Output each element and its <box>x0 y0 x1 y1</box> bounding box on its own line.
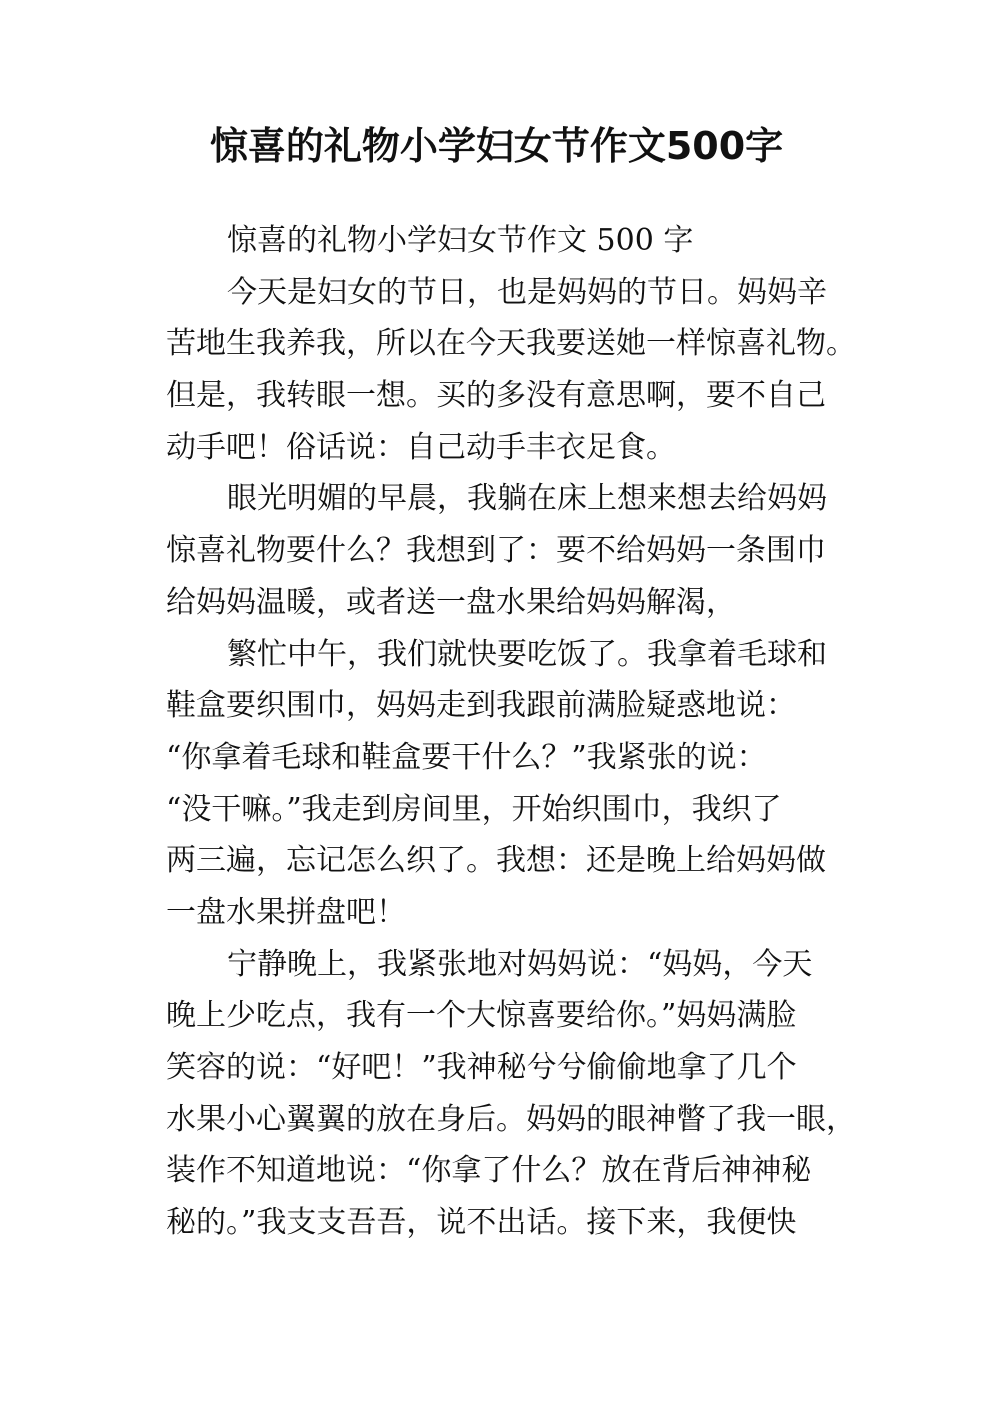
text-line: 笑容的说：“好吧！”我神秘兮兮偷偷地拿了几个 <box>166 1050 797 1085</box>
text-line: 水果小心翼翼的放在身后。妈妈的眼神瞥了我一眼， <box>166 1101 856 1137</box>
text-line: “你拿着毛球和鞋盒要干什么？”我紧张的说： <box>166 739 767 775</box>
text-line: 宁静晚上，我紧张地对妈妈说：“妈妈，今天 <box>227 946 813 982</box>
text-line: 晚上少吃点，我有一个大惊喜要给你。”妈妈满脸 <box>166 998 797 1034</box>
document-title: 惊喜的礼物小学妇女节作文500字 <box>209 124 784 168</box>
text-line: 但是，我转眼一想。买的多没有意思啊，要不自己 <box>166 378 826 414</box>
text-line: 鞋盒要织围巾，妈妈走到我跟前满脸疑惑地说： <box>166 688 796 724</box>
text-line: 装作不知道地说：“你拿了什么？放在背后神神秘 <box>166 1153 812 1189</box>
text-line: 一盘水果拼盘吧！ <box>166 894 406 930</box>
text-line: 眼光明媚的早晨，我躺在床上想来想去给妈妈 <box>227 481 827 517</box>
text-line: 繁忙中午，我们就快要吃饭了。我拿着毛球和 <box>227 636 827 672</box>
text-line: 两三遍，忘记怎么织了。我想：还是晚上给妈妈做 <box>166 843 826 879</box>
text-line: 给妈妈温暖，或者送一盘水果给妈妈解渴， <box>166 584 736 620</box>
text-line: “没干嘛。”我走到房间里，开始织围巾，我织了 <box>166 791 782 827</box>
text-line: 今天是妇女的节日，也是妈妈的节日。妈妈辛 <box>227 274 827 310</box>
text-line: 秘的。”我支支吾吾，说不出话。接下来，我便快 <box>166 1205 797 1241</box>
text-line: 惊喜礼物要什么？我想到了：要不给妈妈一条围巾 <box>166 533 826 569</box>
text-line: 动手吧！俗话说：自己动手丰衣足食。 <box>166 429 676 465</box>
text-line: 苦地生我养我，所以在今天我要送她一样惊喜礼物。 <box>166 326 856 362</box>
document-body <box>166 215 856 1249</box>
text-line: 惊喜的礼物小学妇女节作文 500 字 <box>227 223 694 258</box>
